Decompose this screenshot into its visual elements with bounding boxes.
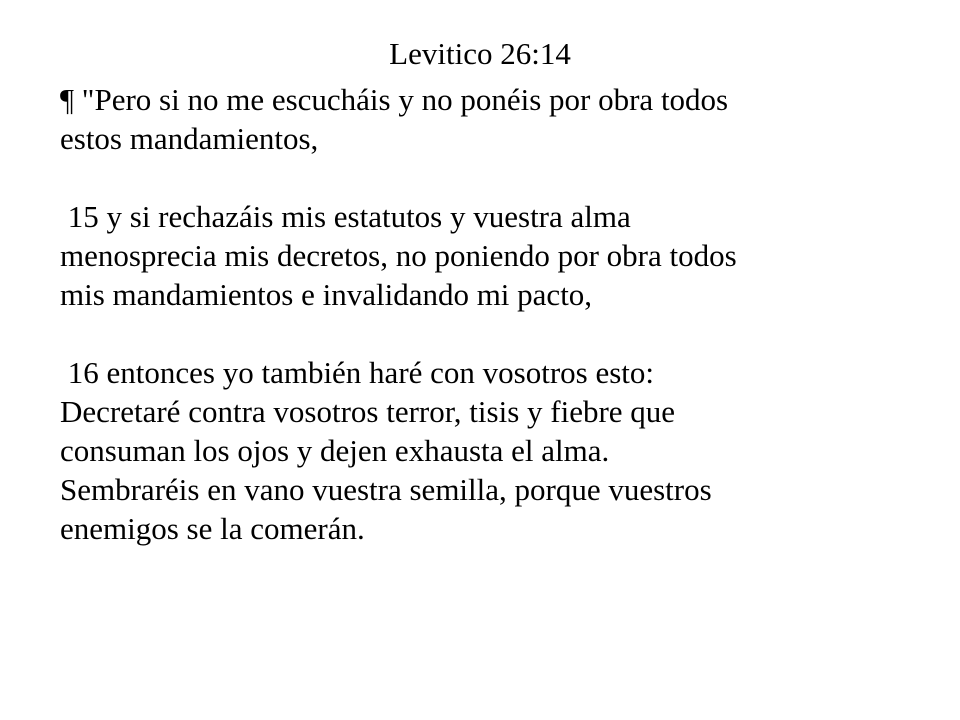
blank-line bbox=[60, 314, 920, 353]
text-line: estos mandamientos, bbox=[60, 121, 319, 156]
text-line: consuman los ojos y dejen exhausta el alma. bbox=[60, 433, 610, 468]
text-line: menosprecia mis decretos, no poniendo por obra todos bbox=[60, 238, 737, 273]
scripture-text bbox=[60, 80, 920, 548]
text-line: enemigos se la comerán. bbox=[60, 511, 365, 546]
blank-line bbox=[60, 158, 920, 197]
slide-title: Levitico 26:14 bbox=[389, 36, 571, 71]
text-line: mis mandamientos e invalidando mi pacto, bbox=[60, 277, 593, 312]
text-line: 15 y si rechazáis mis estatutos y vuestra alma bbox=[60, 199, 631, 234]
text-line: ¶ "Pero si no me escucháis y no ponéis por obra todos bbox=[60, 82, 729, 117]
text-line: Sembraréis en vano vuestra semilla, porque vuestros bbox=[60, 472, 712, 507]
text-line: 16 entonces yo también haré con vosotros esto: bbox=[60, 355, 655, 390]
text-line: Decretaré contra vosotros terror, tisis y fiebre que bbox=[60, 394, 676, 429]
